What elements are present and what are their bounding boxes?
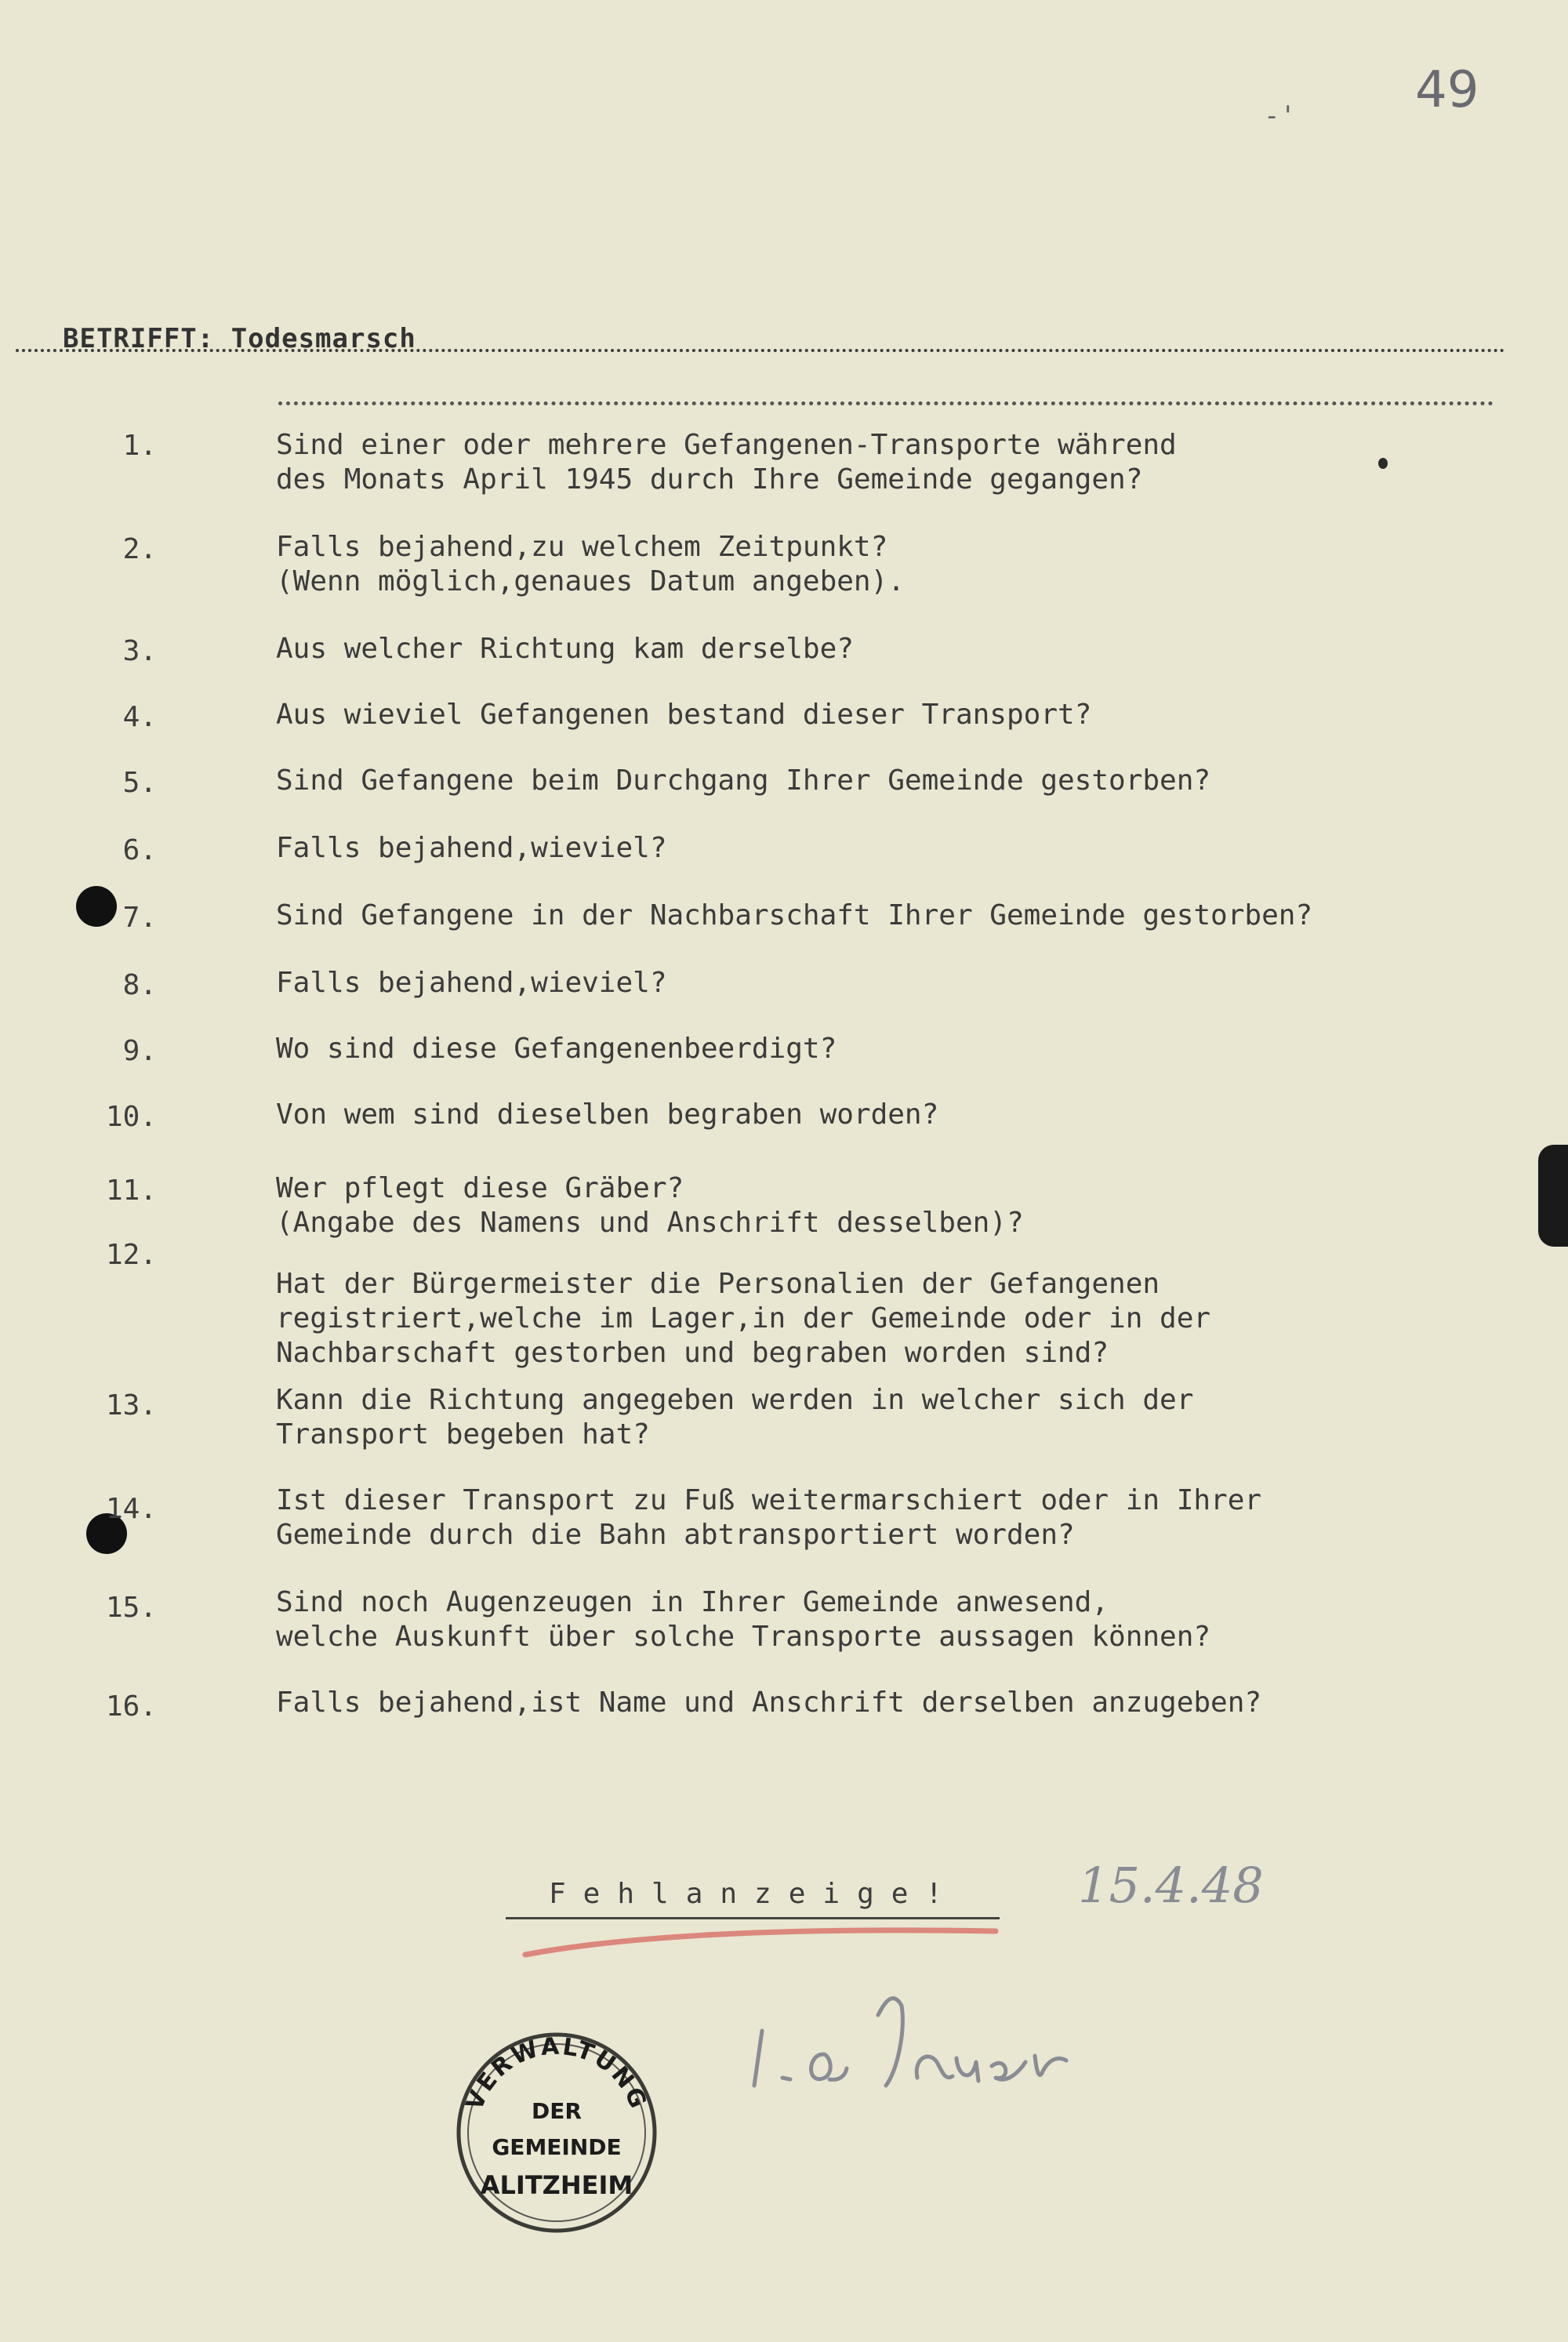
question-number: 8. [122,969,157,1001]
question-text: Falls bejahend,wieviel? [276,967,667,999]
corner-mark: -' [1264,100,1296,132]
question-text: Von wem sind dieselben begraben worden? [276,1098,939,1131]
question-text: Falls bejahend,wieviel? [276,832,667,864]
stamp-line: DER [532,2098,582,2124]
question-number: 9. [122,1035,157,1067]
stamp-arc-text: VERWALTUNG [460,2032,653,2115]
question-text: Sind Gefangene in der Nachbarschaft Ihrer Gemeinde gestorben? [276,899,1313,931]
question-number: 4. [122,701,157,733]
question-text: Wo sind diese Gefangenenbeerdigt? [276,1033,837,1065]
question-text: Sind noch Augenzeugen in Ihrer Gemeinde anwesend, welche Auskunft über solche Transporte aussagen können? [276,1586,1211,1653]
stamp-line: ALITZHEIM [480,2170,633,2200]
stamp-line: GEMEINDE [492,2134,622,2160]
question-text: Hat der Bürgermeister die Personalien der Gefangenen registriert,welche im Lager,in der Gemeinde oder in der Nachbarschaft gestorben und begraben worden sind? [276,1268,1211,1369]
question-text: Aus welcher Richtung kam derselbe? [276,633,854,665]
question-text: Aus wieviel Gefangenen bestand dieser Transport? [276,699,1092,731]
question-text: Kann die Richtung angegeben werden in welcher sich der Transport begeben hat? [276,1384,1194,1451]
dotted-rule [278,401,1494,405]
question-text: Falls bejahend,ist Name und Anschrift derselben anzugeben? [276,1687,1262,1719]
municipal-stamp [443,2015,670,2242]
question-text: Sind Gefangene beim Durchgang Ihrer Gemeinde gestorben? [276,764,1211,797]
signature-graphic [737,1984,1113,2101]
question-number: 3. [122,635,157,667]
question-number: 7. [122,902,157,934]
edge-clip-mark [1538,1145,1568,1247]
closing-underline [506,1917,1000,1919]
question-number: 6. [122,834,157,866]
question-text: Wer pflegt diese Gräber? (Angabe des Namens und Anschrift desselben)? [276,1172,1024,1239]
question-text: Ist dieser Transport zu Fuß weitermarschiert oder in Ihrer Gemeinde durch die Bahn abtransportiert worden? [276,1484,1262,1551]
question-text: Sind einer oder mehrere Gefangenen-Transporte während des Monats April 1945 durch Ihre Gemeinde gegangen? [276,429,1177,496]
question-number: 15. [105,1592,157,1624]
question-number: 12. [105,1239,157,1271]
question-number: 10. [105,1101,157,1133]
question-number: 1. [122,430,157,462]
subject-line: BETRIFFT: Todesmarsch [63,323,416,354]
question-number: 2. [122,533,157,565]
pencil-date-note: 15.4.48 [1078,1857,1264,1914]
question-number: 5. [122,767,157,799]
red-pencil-underline [517,1925,1004,1964]
question-number: 14. [105,1493,157,1525]
question-text: Falls bejahend,zu welchem Zeitpunkt? (Wenn möglich,genaues Datum angeben). [276,531,905,597]
page-number: 49 [1415,61,1479,119]
subject-rule [16,349,1505,352]
question-number: 11. [105,1175,157,1207]
question-number: 13. [105,1389,157,1422]
closing-remark: Fehlanzeige! [549,1878,960,1910]
question-number: 16. [105,1690,157,1723]
